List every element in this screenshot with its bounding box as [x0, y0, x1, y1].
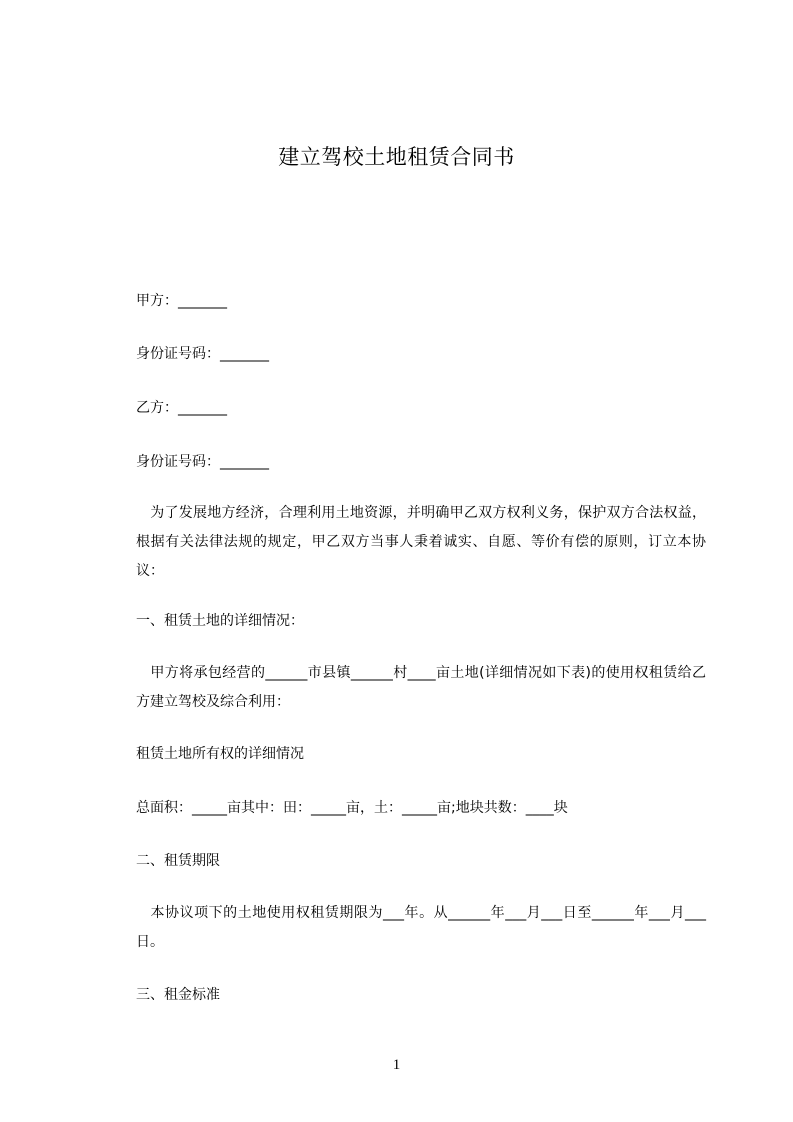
party-b-id-line: 身份证号码：_______ [136, 454, 269, 470]
section-2-heading: 二、租赁期限 [136, 853, 220, 869]
page-number: 1 [392, 1057, 401, 1073]
section-3-heading: 三、租金标准 [136, 987, 220, 1003]
party-a-line: 甲方：_______ [136, 293, 227, 309]
page-title: 建立驾校土地租赁合同书 [278, 145, 515, 169]
section-1-paragraph: 甲方将承包经营的______市县镇______村____亩土地(详细情况如下表)的使用权租赁给乙方建立驾校及综合利用： [136, 665, 706, 710]
area-line: 总面积：_____亩其中：田：_____亩，土：_____亩;地块共数：____块 [136, 800, 568, 816]
section-2-paragraph: 本协议项下的土地使用权租赁期限为___年。从______年___月___日至______年___月___日。 [136, 905, 706, 950]
preamble-paragraph: 为了发展地方经济，合理利用土地资源，并明确甲乙双方权利义务，保护双方合法权益，根据有关法律法规的规定，甲乙双方当事人秉着诚实、自愿、等价有偿的原则，订立本协议： [136, 505, 706, 579]
section-1-heading: 一、租赁土地的详细情况： [136, 613, 304, 629]
ownership-detail-line: 租赁土地所有权的详细情况 [136, 746, 304, 762]
party-b-line: 乙方：_______ [136, 400, 227, 416]
party-a-id-line: 身份证号码：_______ [136, 346, 269, 362]
